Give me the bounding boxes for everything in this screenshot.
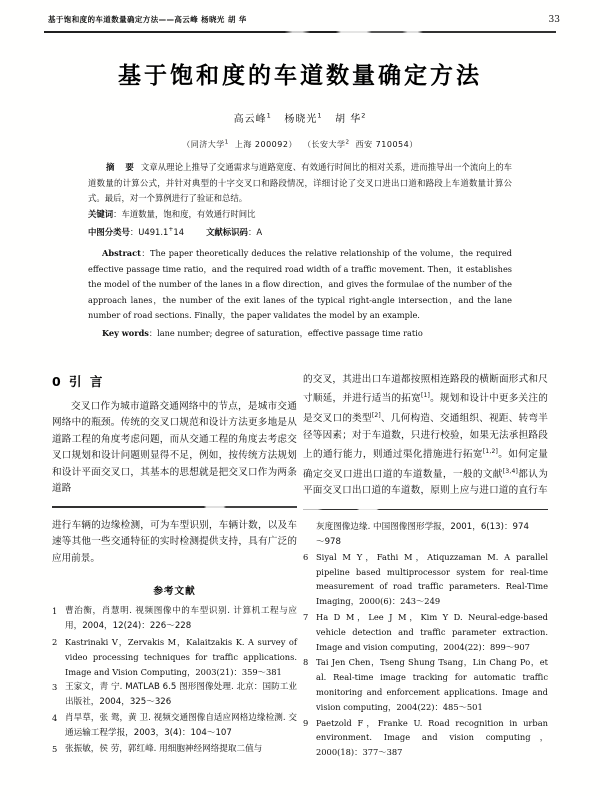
list-item: [52, 711, 297, 741]
reference-text: 肖旱䓍，张 鸳，黄 卫. 视频交通图像自适应网格边缘检测. 交通运输工程学报，2003，3(4)：104～107: [65, 713, 297, 739]
citation-marker-4: [3,4]: [502, 467, 519, 475]
reference-continuation: 灰度图像边缘. 中国图像图形学报，2001，6(13)：974: [316, 521, 529, 532]
intro-text-a: 的交叉，其进出口车道都按照相连路段的横断面形式和尺寸顺延，并进行适当的拓宽: [303, 374, 548, 405]
reference-number: 5: [52, 744, 58, 755]
affiliation-1-marker: 1: [224, 139, 229, 146]
author-2: 杨晓光: [284, 114, 318, 125]
author-3: 胡 华: [335, 114, 362, 125]
keywords-english: [88, 326, 512, 341]
affiliation-line: [0, 139, 600, 150]
abstract-english-text: ：The paper theoretically deduces the relative relationship of the volume，the required effective passage time ratio，and the required road width of a traffic movement. Then，it establishes the model of the number of the lanes in a flow direction，and gives the formulae of the number of the approach lanes，the number of the exit lanes of the typical right-angle intersection，and the lane number of road sections. Finally，the paper validates the model by an example.: [88, 248, 512, 320]
reference-list-left: [52, 604, 297, 757]
list-item: [303, 610, 548, 654]
page-title: 基于饱和度的车道数量确定方法: [118, 63, 482, 89]
citation-marker-1: [1]: [420, 392, 431, 400]
reference-text: Kastrinaki V，Zervakis M，Kalaitzakis K. A survey of video processing techniques for traffic applications. Image and Vision Computing，2003(21)：359～381: [65, 636, 297, 677]
keywords-english-label: Key words: [102, 328, 149, 339]
reference-number: 3: [52, 682, 58, 693]
affiliation-2-name: （长安大学: [303, 140, 346, 149]
reference-number: 7: [303, 612, 309, 623]
page-bottom-mask: [0, 784, 600, 796]
affiliation-2-city: 西安 710054）: [355, 140, 418, 149]
reference-text: Paetzold F，Franke U. Road recognition in urban environment. Image and vision computing，2000(18)：377～387: [316, 717, 548, 758]
intro-text-e: 都认为平面交叉口出口道的车道数，原则上应与进口道的直行车: [303, 468, 548, 497]
affiliation-2-marker: 2: [345, 139, 350, 146]
list-item: [52, 742, 297, 757]
abstract-chinese: [88, 160, 512, 207]
column-divider-rule: [303, 509, 548, 510]
clc-line: 中图分类号：U491.1+14 文献标识码：A: [88, 226, 263, 237]
abstract-text: 文章从理论上推导了交通需求与道路宽度、有效通行时间比的相对关系，进而推导出一个流向上的车道数量的计算公式，并针对典型的十字交叉口和路段情况，详细讨论了交叉口进出口道和路段上车道数量计算公式。最后，对一个算例进行了验证和总结。: [88, 162, 512, 203]
reference-text: Ha D M，Lee J M，Kim Y D. Neural-edge-based vehicle detection and traffic parameter extraction. Image and vision computing，2004(22)：899～907: [316, 612, 548, 652]
reference-list-right: [303, 550, 548, 760]
list-item: [303, 550, 548, 609]
abstract-english-label: Abstract: [102, 248, 141, 259]
reference-text: Siyal M Y，Fathi M，Atiquzzaman M. A parallel pipeline based multiprocessor system for real-time measurement of road traffic parameters. Real-Time Imaging，2000(6)：243～249: [316, 551, 548, 607]
list-item: [52, 604, 297, 634]
author-line: [0, 110, 600, 125]
list-item: [52, 680, 297, 710]
reference-text: Tai Jen Chen，Tseng Shung Tsang，Lin Chang Po，et al. Real-time image tracking for automatic traffic monitoring and enforcement applications. Image and vision computing，2004(22)：485～501: [316, 657, 548, 712]
running-header-text: 基于饱和度的车道数量确定方法——高云峰 杨晓光 胡 华: [48, 15, 247, 24]
intro-text-c: 、几何构造、交通组织、视距、转弯半径等因素；对于车道数，只进行校验，如果无法承担路段上的通行能力，则通过渠化措施进行拓宽: [303, 413, 549, 461]
reference-continuation-2: ～978: [316, 536, 341, 547]
document-code-value: A: [256, 226, 263, 237]
keywords-label: 关键词: [88, 208, 114, 219]
reference-text: 王家文，靑 宁. MATLAB 6.5 图形图像处理. 北京：国防工业出版社，2004，325～326: [65, 682, 297, 708]
section-heading-introduction: 0 引 言: [52, 374, 105, 389]
reference-number: 2: [52, 636, 58, 647]
references-heading: 参考文献: [153, 585, 196, 597]
keywords-english-text: ：lane number; degree of saturation，effective passage time ratio: [148, 328, 423, 339]
left-column: [52, 372, 297, 758]
list-item: [303, 716, 548, 760]
affiliation-1-city: 上海 200092）: [234, 140, 297, 149]
author-3-affil-marker: 2: [361, 111, 367, 120]
clc-label: 中图分类号: [88, 226, 130, 237]
reference-text: 曹治衡，肖慧明. 视频图像中的车型识别. 计算机工程与应用，2004，12(24)：226～228: [65, 605, 297, 631]
intro-paragraph-continued: [303, 372, 548, 500]
reference-number: 9: [303, 717, 309, 728]
running-header: [48, 14, 560, 30]
reference-number: 8: [303, 657, 309, 668]
intro-text-d: 。如何定量确定交叉口进出口道的车道数量，一般的文献: [303, 449, 548, 480]
author-1: 高云峰: [233, 114, 267, 125]
clc-value-sup: +: [168, 226, 174, 233]
citation-marker-3: [1,2]: [482, 448, 499, 455]
intro-paragraph: 交叉口作为城市道路交通网络中的节点，是城市交通网络中的瓶颈。传统的交叉口规范和设计方法更多地是从道路工程的角度考虑问题，而从交通工程的角度去考虑交叉口规划和设计问题则显得不足，例如，按传统方法规划和设计平面交叉口，其基本的思想就是把交叉口作为两条道路: [52, 401, 297, 495]
affiliation-1-name: （同济大学: [182, 140, 225, 149]
list-item: [303, 655, 548, 714]
reference-number: 6: [303, 551, 309, 562]
header-rule: [44, 31, 556, 33]
reference-text: 张振敏，侯 劳，郭红峰. 用细胞神经网络提取二值与: [65, 744, 263, 755]
right-column: [303, 372, 548, 761]
conclusion-tail-text: 进行车辆的边缘检测，可为车型识别，车辆计数，以及车速等其他一些交通特征的实时检测提供支持，具有广泛的应用前景。: [52, 519, 297, 564]
reference-number: 1: [52, 605, 58, 616]
clc-value: U491.1: [138, 226, 169, 237]
author-1-affil-marker: 1: [266, 111, 272, 120]
abstract-block: [88, 160, 512, 342]
clc-value-suffix: 14: [173, 226, 185, 237]
column-divider-rule: [52, 506, 297, 507]
page-number: 33: [548, 15, 560, 25]
abstract-english: [88, 246, 512, 323]
intro-text-b: 。规划和设计中更多关注的是交叉口的类型: [303, 393, 549, 425]
citation-marker-2: [2]: [371, 412, 381, 419]
document-code-label: 文献标识码: [206, 226, 248, 237]
author-2-affil-marker: 1: [317, 111, 323, 120]
keywords-chinese: 关键词：车道数量，饱和度，有效通行时间比: [88, 208, 256, 219]
reference-number: 4: [52, 713, 58, 724]
abstract-label: 摘 要: [106, 162, 138, 172]
keywords-text: 车道数量，饱和度，有效通行时间比: [121, 208, 256, 219]
list-item: [52, 635, 297, 679]
